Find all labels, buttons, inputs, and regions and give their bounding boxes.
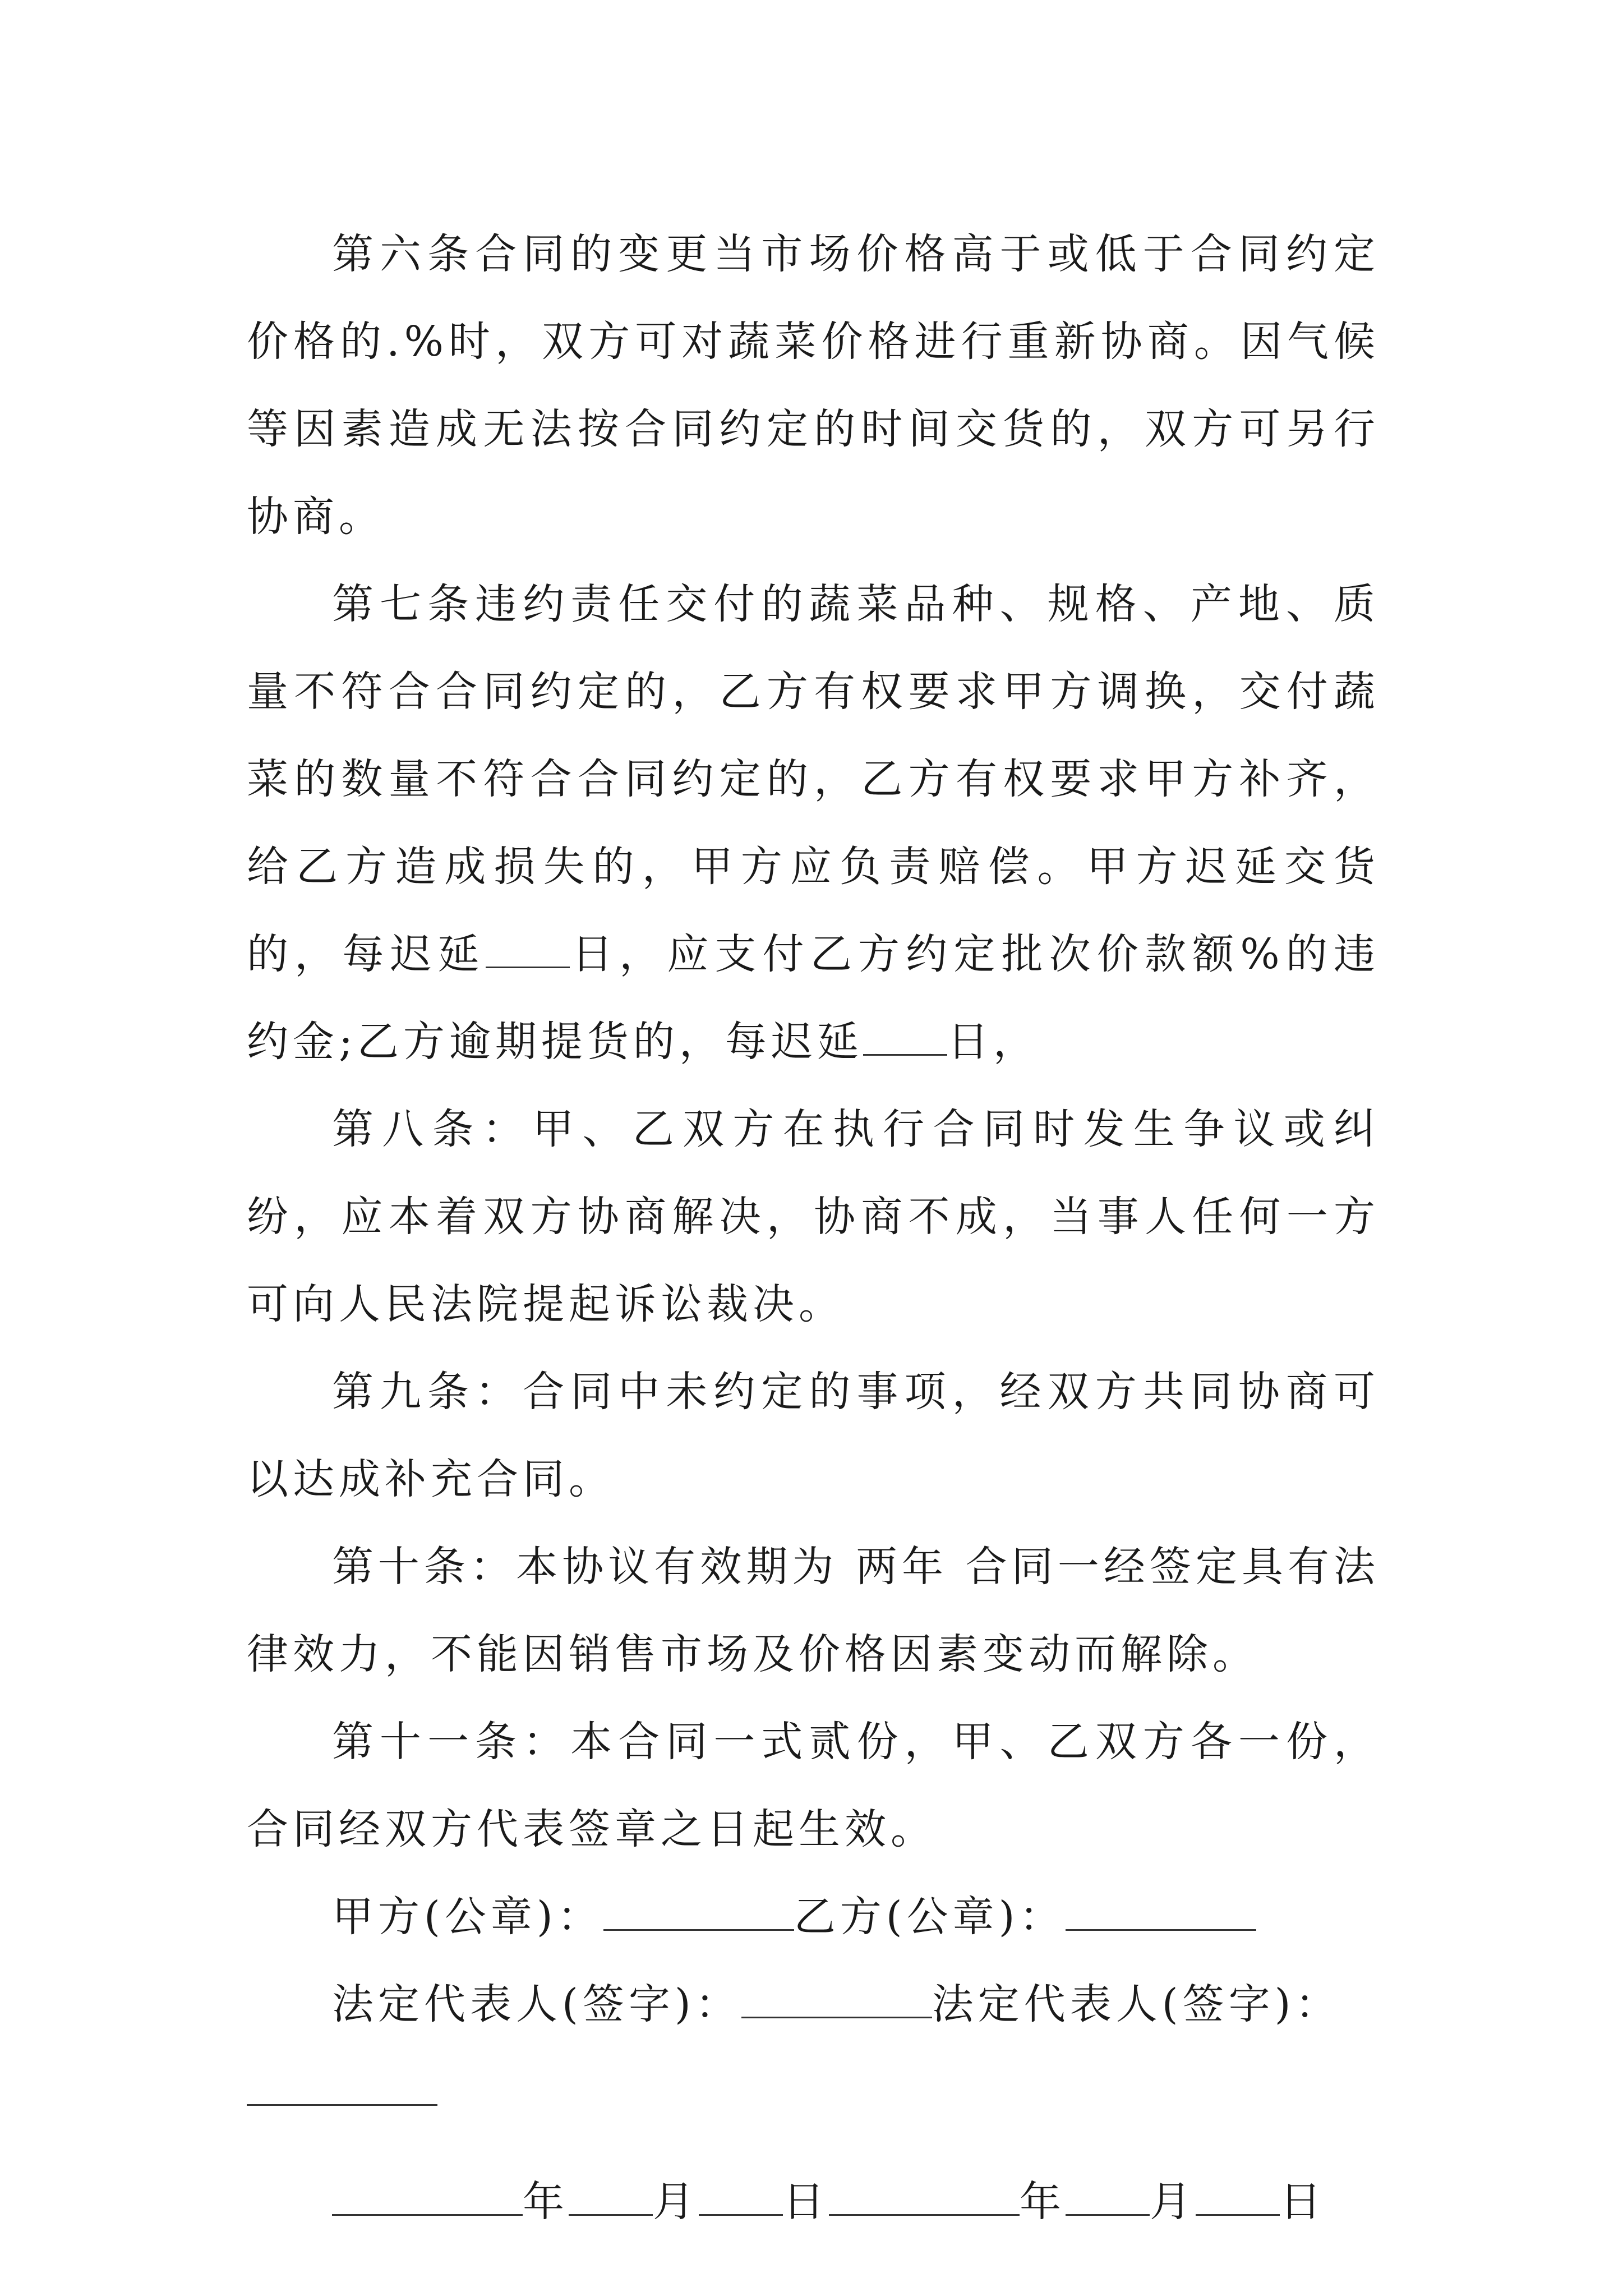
legal-rep-a-blank xyxy=(741,1981,932,2018)
legal-rep-row xyxy=(247,1961,1380,2048)
article-10: 第十条：本协议有效期为 两年 合同一经签定具有法律效力，不能因销售市场及价格因素变动而解除。 xyxy=(247,1543,1380,1678)
month-a-blank xyxy=(569,2178,653,2216)
month-b-blank xyxy=(1066,2178,1150,2216)
seal-row xyxy=(247,1873,1380,1961)
article-8: 第八条：甲、乙双方在执行合同时发生争议或纠纷，应本着双方协商解决，协商不成，当事人任何一方可向人民法院提起诉讼裁决。 xyxy=(247,1105,1380,1328)
article-6: 第六条合同的变更当市场价格高于或低于合同约定价格的.%时，双方可对蔬菜价格进行重新协商。因气候等因素造成无法按合同约定的时间交货的，双方可另行协商。 xyxy=(247,230,1380,541)
overdue-days-blank xyxy=(863,1018,947,1056)
article-7 xyxy=(247,560,1380,1085)
delay-days-blank xyxy=(486,931,570,968)
article-7-part-c: 日， xyxy=(947,1018,1039,1066)
party-a-seal-label: 甲方(公章)： xyxy=(332,1893,603,1941)
legal-rep-b-label: 法定代表人(签字)： xyxy=(932,1980,1341,2028)
article-9: 第九条：合同中未约定的事项，经双方共同协商可以达成补充合同。 xyxy=(247,1368,1380,1503)
day-a-blank xyxy=(699,2178,783,2216)
article-11: 第十一条：本合同一式贰份，甲、乙双方各一份，合同经双方代表签章之日起生效。 xyxy=(247,1718,1380,1853)
article-7-part-a: 第七条违约责任交付的蔬菜品种、规格、产地、质量不符合合同约定的，乙方有权要求甲方调换，交付蔬菜的数量不符合合同约定的，乙方有权要求甲方补齐，给乙方造成损失的，甲方应负责赔偿。甲方迟延交货的，每迟延 xyxy=(247,580,1380,978)
legal-rep-b-blank xyxy=(247,2068,437,2106)
month-b-label: 月 xyxy=(1150,2178,1196,2226)
party-b-seal-label: 乙方(公章)： xyxy=(794,1893,1066,1941)
party-a-seal-blank xyxy=(603,1893,794,1931)
party-b-seal-blank xyxy=(1066,1893,1256,1931)
day-a-label: 日 xyxy=(783,2178,829,2226)
article-7-part-b: 日，应支付乙方约定批次价款额%的违约金;乙方逾期提货的，每迟延 xyxy=(247,930,1380,1066)
day-b-blank xyxy=(1196,2178,1280,2216)
year-a-label: 年 xyxy=(523,2178,569,2226)
date-row xyxy=(247,2158,1380,2246)
legal-rep-a-label: 法定代表人(签字)： xyxy=(332,1980,741,2028)
contract-body xyxy=(247,210,1380,2246)
day-b-label: 日 xyxy=(1280,2178,1326,2226)
year-b-blank xyxy=(829,2178,1020,2216)
month-a-label: 月 xyxy=(653,2178,699,2226)
year-a-blank xyxy=(332,2178,523,2216)
legal-rep-b-blank-row xyxy=(247,2048,1380,2136)
year-b-label: 年 xyxy=(1020,2178,1066,2226)
